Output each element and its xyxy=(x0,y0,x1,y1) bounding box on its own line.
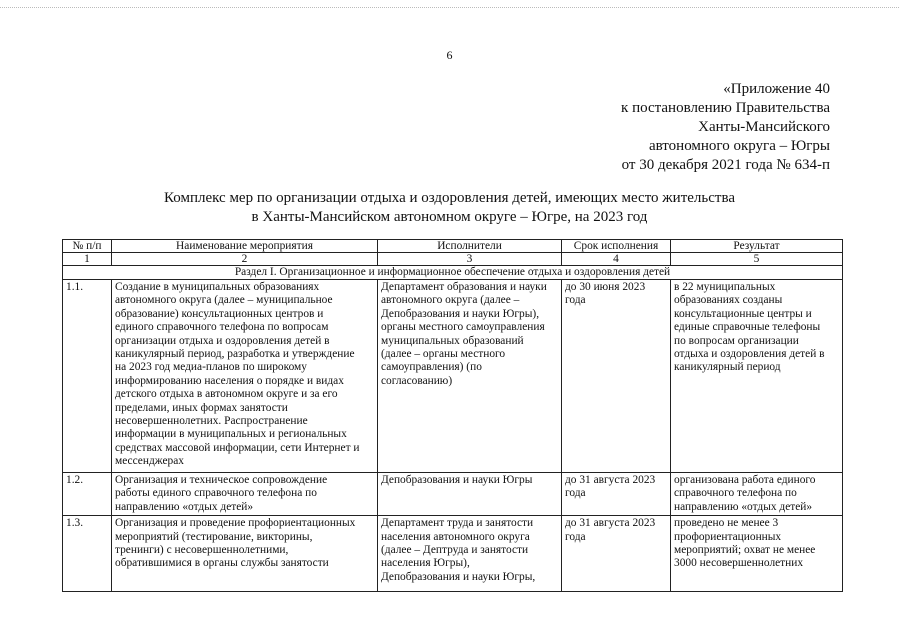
row-result: организована работа единого справочного телефона по направлению «отдых детей» xyxy=(671,473,843,516)
approval-line: автономного округа – Югры xyxy=(648,138,830,154)
row-deadline: до 31 августа 2023 года xyxy=(562,473,671,516)
column-number: 1 xyxy=(63,253,112,266)
row-deadline: до 31 августа 2023 года xyxy=(562,516,671,592)
title-line-1: Комплекс мер по организации отдыха и оздоровления детей, имеющих место жительства xyxy=(163,190,735,206)
approval-line: от 30 декабря 2021 года № 634-п xyxy=(621,157,830,173)
section-title: Раздел I. Организационное и информационное обеспечение отдыха и оздоровления детей xyxy=(63,266,843,280)
row-name: Создание в муниципальных образованиях автономного округа (далее – муниципальное образование) консультационных центров и единого справочного телефона по вопросам организации отдыха и оздоровления детей в каникулярный период, разработка и утверждение на 2023 год медиа-планов по широкому информированию населения о порядке и видах детского отдыха в автономном округе и за его пределами, иных формах занятости несовершеннолетних. Распространение информации в муниципальных и региональных средствах массовой информации, сети Интернет и мессенджерах xyxy=(112,280,378,473)
header-result: Результат xyxy=(671,240,843,253)
table-header-row xyxy=(63,240,843,253)
approval-line: Ханты-Мансийского xyxy=(698,119,830,135)
row-name: Организация и техническое сопровождение работы единого справочного телефона по направлению «отдых детей» xyxy=(112,473,378,516)
column-number-row xyxy=(63,253,843,266)
row-num: 1.2. xyxy=(63,473,112,516)
scan-artifact-line xyxy=(0,7,899,8)
column-number: 2 xyxy=(112,253,378,266)
table-row xyxy=(63,473,843,516)
header-executors: Исполнители xyxy=(378,240,562,253)
row-result: в 22 муниципальных образованиях созданы консультационные центры и единые справочные телефоны по вопросам организации отдыха и оздоровления детей в каникулярный период xyxy=(671,280,843,473)
header-deadline: Срок исполнения xyxy=(562,240,671,253)
row-executors: Депобразования и науки Югры xyxy=(378,473,562,516)
measures-table xyxy=(62,239,843,592)
column-number: 4 xyxy=(562,253,671,266)
title-line-2: в Ханты-Мансийском автономном округе – Югре, на 2023 год xyxy=(251,209,648,225)
approval-line: «Приложение 40 xyxy=(723,81,830,97)
table-row xyxy=(63,516,843,592)
table-row xyxy=(63,280,843,473)
approval-block xyxy=(621,80,830,175)
row-executors: Департамент труда и занятости населения автономного округа (далее – Дептруда и занятости населения Югры), Депобразования и науки Югры, xyxy=(378,516,562,592)
row-name: Организация и проведение профориентационных мероприятий (тестирование, викторины, тренинги) с несовершеннолетними, обратившимися в органы службы занятости xyxy=(112,516,378,592)
header-num: № п/п xyxy=(63,240,112,253)
approval-line: к постановлению Правительства xyxy=(621,100,830,116)
document-title xyxy=(0,189,899,227)
row-result: проведено не менее 3 профориентационных мероприятий; охват не менее 3000 несовершеннолетних xyxy=(671,516,843,592)
header-name: Наименование мероприятия xyxy=(112,240,378,253)
page-number: 6 xyxy=(446,48,453,62)
row-num: 1.1. xyxy=(63,280,112,473)
row-executors: Департамент образования и науки автономного округа (далее – Депобразования и науки Югры), органы местного самоуправления муниципальных образований (далее – органы местного самоуправления) (по согласованию) xyxy=(378,280,562,473)
column-number: 3 xyxy=(378,253,562,266)
column-number: 5 xyxy=(671,253,843,266)
section-row xyxy=(63,266,843,280)
row-num: 1.3. xyxy=(63,516,112,592)
row-deadline: до 30 июня 2023 года xyxy=(562,280,671,473)
